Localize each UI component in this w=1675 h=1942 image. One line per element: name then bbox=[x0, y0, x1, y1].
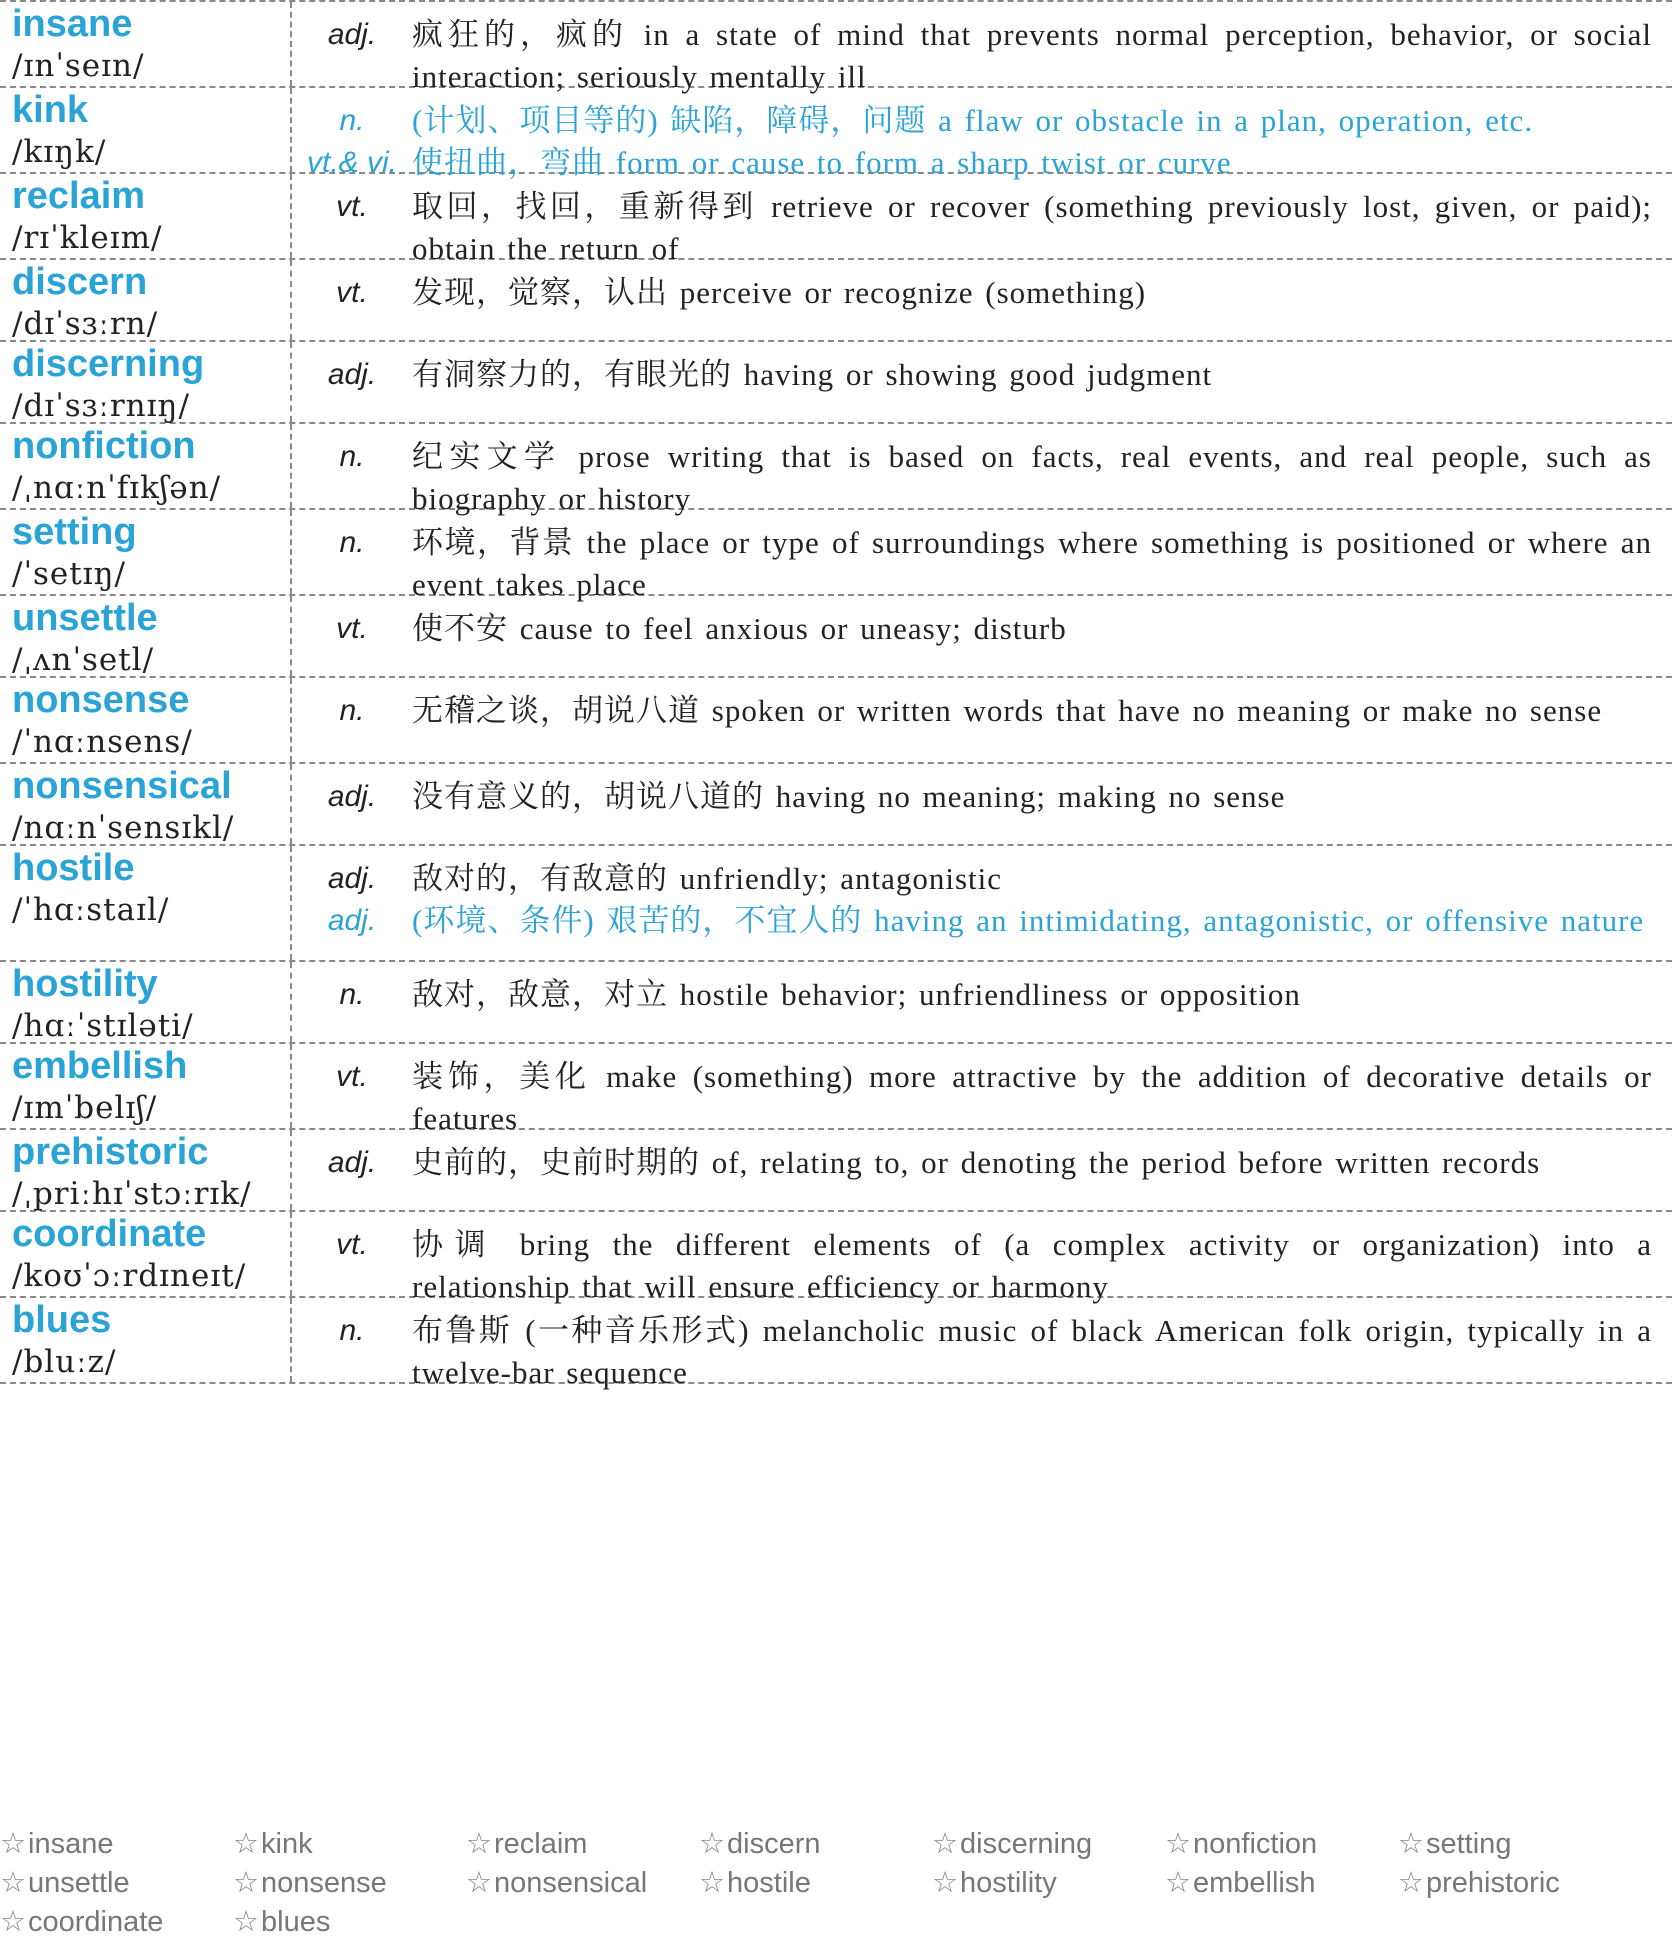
review-word: embellish bbox=[1193, 1867, 1316, 1899]
definition-cell bbox=[292, 1130, 1672, 1210]
star-icon: ☆ bbox=[0, 1867, 26, 1899]
star-icon: ☆ bbox=[932, 1867, 958, 1899]
definition-text: 环境，背景 the place or type of surroundings where something is positioned or where an event takes place bbox=[412, 525, 1652, 602]
entry-row bbox=[0, 1044, 1672, 1136]
definition-text: 使扭曲，弯曲 form or cause to form a sharp twist or curve bbox=[412, 145, 1232, 180]
entry-row bbox=[0, 174, 1672, 266]
sense bbox=[292, 14, 1652, 98]
definition-text: 有洞察力的，有眼光的 having or showing good judgment bbox=[412, 357, 1213, 392]
definition-cell bbox=[292, 1212, 1672, 1304]
review-item bbox=[233, 1903, 466, 1942]
review-item bbox=[233, 1864, 466, 1903]
headword-cell bbox=[0, 424, 292, 508]
definition-text: (环境、条件) 艰苦的，不宜人的 having an intimidating, antagonistic, or offensive nature bbox=[412, 903, 1645, 938]
review-item bbox=[0, 1903, 233, 1942]
definition-text: 布鲁斯 (一种音乐形式) melancholic music of black American folk origin, typically in a twelve-bar sequence bbox=[412, 1313, 1652, 1390]
sense bbox=[292, 354, 1652, 396]
review-word: kink bbox=[261, 1828, 313, 1860]
review-word: discerning bbox=[960, 1828, 1093, 1860]
entry-row bbox=[0, 1130, 1672, 1212]
part-of-speech: n. bbox=[339, 694, 365, 727]
definition-cell bbox=[292, 678, 1672, 762]
star-icon: ☆ bbox=[466, 1828, 492, 1860]
sense bbox=[292, 608, 1652, 650]
review-word: nonsensical bbox=[494, 1867, 648, 1899]
review-item bbox=[932, 1825, 1165, 1864]
review-item bbox=[0, 1864, 233, 1903]
definition-text: 取回，找回，重新得到 retrieve or recover (something previously lost, given, or paid); obtain the return of bbox=[412, 189, 1652, 266]
review-item bbox=[466, 1825, 699, 1864]
entry-row bbox=[0, 510, 1672, 602]
headword-cell bbox=[0, 1212, 292, 1296]
definition-cell bbox=[292, 1044, 1672, 1136]
entry-row bbox=[0, 764, 1672, 846]
part-of-speech: vt. bbox=[336, 612, 368, 645]
headword-cell bbox=[0, 2, 292, 86]
headword: unsettle bbox=[12, 597, 158, 639]
part-of-speech: vt. bbox=[336, 1060, 368, 1093]
review-word: setting bbox=[1426, 1828, 1512, 1860]
phonetic: /ˈhɑːstaɪl/ bbox=[12, 892, 170, 928]
headword: nonsense bbox=[12, 679, 190, 721]
definition-cell bbox=[292, 764, 1672, 844]
definition-cell bbox=[292, 510, 1672, 602]
entry-row bbox=[0, 424, 1672, 516]
definition-cell bbox=[292, 2, 1672, 94]
star-icon: ☆ bbox=[699, 1828, 725, 1860]
phonetic: /ɪmˈbelɪʃ/ bbox=[12, 1090, 158, 1126]
phonetic: /dɪˈsɜːrn/ bbox=[12, 306, 159, 342]
definition-cell bbox=[292, 424, 1672, 516]
sense bbox=[292, 436, 1652, 520]
phonetic: /ˈsetɪŋ/ bbox=[12, 556, 127, 592]
headword: reclaim bbox=[12, 175, 146, 217]
headword-cell bbox=[0, 678, 292, 762]
entry-row bbox=[0, 342, 1672, 424]
phonetic: /kɪŋk/ bbox=[12, 134, 107, 170]
definition-cell bbox=[292, 846, 1672, 960]
headword-cell bbox=[0, 174, 292, 258]
review-word-list bbox=[0, 1825, 1675, 1942]
star-icon: ☆ bbox=[0, 1828, 26, 1860]
headword-cell bbox=[0, 596, 292, 676]
star-icon: ☆ bbox=[1165, 1867, 1191, 1899]
star-icon: ☆ bbox=[233, 1906, 259, 1938]
entry-row bbox=[0, 678, 1672, 764]
star-icon: ☆ bbox=[1398, 1828, 1424, 1860]
review-item bbox=[1398, 1825, 1631, 1864]
phonetic: /koʊˈɔːrdɪneɪt/ bbox=[12, 1258, 247, 1294]
part-of-speech: n. bbox=[339, 440, 365, 473]
review-word: insane bbox=[28, 1828, 114, 1860]
definition-text: 发现，觉察，认出 perceive or recognize (something) bbox=[412, 275, 1147, 310]
entry-row bbox=[0, 260, 1672, 342]
part-of-speech: n. bbox=[339, 1314, 365, 1347]
definition-cell bbox=[292, 1298, 1672, 1390]
sense bbox=[292, 690, 1652, 732]
phonetic: /ˌpriːhɪˈstɔːrɪk/ bbox=[12, 1176, 252, 1212]
review-word: nonsense bbox=[261, 1867, 387, 1899]
phonetic: /ˈnɑːnsens/ bbox=[12, 724, 193, 760]
review-word: prehistoric bbox=[1426, 1867, 1560, 1899]
headword-cell bbox=[0, 260, 292, 340]
part-of-speech: adj. bbox=[327, 1146, 377, 1179]
definition-cell bbox=[292, 342, 1672, 422]
star-icon: ☆ bbox=[233, 1828, 259, 1860]
part-of-speech: adj. bbox=[327, 780, 377, 813]
sense bbox=[292, 858, 1652, 900]
part-of-speech: adj. bbox=[327, 18, 377, 51]
sense bbox=[292, 186, 1652, 270]
part-of-speech: adj. bbox=[327, 358, 377, 391]
review-word: hostility bbox=[960, 1867, 1057, 1899]
definition-text: 无稽之谈，胡说八道 spoken or written words that have no meaning or make no sense bbox=[412, 693, 1603, 728]
headword: discern bbox=[12, 261, 148, 303]
definition-cell bbox=[292, 174, 1672, 266]
star-icon: ☆ bbox=[466, 1867, 492, 1899]
entry-row bbox=[0, 846, 1672, 962]
part-of-speech: n. bbox=[339, 526, 365, 559]
phonetic: /hɑːˈstɪləti/ bbox=[12, 1008, 194, 1044]
headword-cell bbox=[0, 1044, 292, 1128]
review-word: hostile bbox=[727, 1867, 811, 1899]
star-icon: ☆ bbox=[1165, 1828, 1191, 1860]
headword-cell bbox=[0, 846, 292, 960]
definition-text: 敌对，敌意，对立 hostile behavior; unfriendliness or opposition bbox=[412, 977, 1301, 1012]
entry-row bbox=[0, 1298, 1672, 1390]
headword: nonfiction bbox=[12, 425, 196, 467]
phonetic: /rɪˈkleɪm/ bbox=[12, 220, 163, 256]
phonetic: /ˌnɑːnˈfɪkʃən/ bbox=[12, 470, 222, 506]
review-word: nonfiction bbox=[1193, 1828, 1318, 1860]
definition-cell bbox=[292, 962, 1672, 1042]
headword-cell bbox=[0, 764, 292, 844]
star-icon: ☆ bbox=[699, 1867, 725, 1899]
headword-cell bbox=[0, 962, 292, 1042]
definition-text: 史前的，史前时期的 of, relating to, or denoting the period before written records bbox=[412, 1145, 1541, 1180]
headword-cell bbox=[0, 342, 292, 422]
part-of-speech: adj. bbox=[327, 862, 377, 895]
phonetic: /nɑːnˈsensɪkl/ bbox=[12, 810, 235, 846]
headword: nonsensical bbox=[12, 765, 232, 807]
definition-text: 疯狂的，疯的 in a state of mind that prevents normal perception, behavior, or social interaction; seriously mentally ill bbox=[412, 17, 1652, 94]
definition-text: 没有意义的，胡说八道的 having no meaning; making no sense bbox=[412, 779, 1286, 814]
review-item bbox=[466, 1864, 699, 1903]
part-of-speech: n. bbox=[339, 978, 365, 1011]
headword-cell bbox=[0, 1130, 292, 1210]
sense bbox=[292, 100, 1652, 142]
headword-cell bbox=[0, 510, 292, 594]
entry-row bbox=[0, 88, 1672, 180]
entry-row bbox=[0, 1212, 1672, 1304]
headword: kink bbox=[12, 89, 89, 131]
definition-text: 敌对的，有敌意的 unfriendly; antagonistic bbox=[412, 861, 1003, 896]
definition-text: 使不安 cause to feel anxious or uneasy; disturb bbox=[412, 611, 1067, 646]
review-word: discern bbox=[727, 1828, 821, 1860]
part-of-speech: vt. bbox=[336, 190, 368, 223]
headword: hostile bbox=[12, 847, 135, 889]
phonetic: /dɪˈsɜːrnɪŋ/ bbox=[12, 388, 190, 424]
headword: hostility bbox=[12, 963, 158, 1005]
part-of-speech: n. bbox=[339, 104, 365, 137]
definition-text: (计划、项目等的) 缺陷，障碍，问题 a flaw or obstacle in a plan, operation, etc. bbox=[412, 103, 1534, 138]
headword-cell bbox=[0, 88, 292, 172]
headword: coordinate bbox=[12, 1213, 207, 1255]
review-item bbox=[932, 1864, 1165, 1903]
review-word: blues bbox=[261, 1906, 331, 1938]
sense bbox=[292, 974, 1652, 1016]
headword: blues bbox=[12, 1299, 112, 1341]
part-of-speech: vt. bbox=[336, 1228, 368, 1261]
headword: insane bbox=[12, 3, 133, 45]
review-item bbox=[699, 1864, 932, 1903]
definition-text: 纪实文学 prose writing that is based on facts, real events, and real people, such as biography or history bbox=[412, 439, 1652, 516]
headword: prehistoric bbox=[12, 1131, 209, 1173]
review-item bbox=[233, 1825, 466, 1864]
phonetic: /ˌʌnˈsetl/ bbox=[12, 642, 155, 678]
review-item bbox=[1165, 1825, 1398, 1864]
review-word: reclaim bbox=[494, 1828, 588, 1860]
sense bbox=[292, 1142, 1652, 1184]
sense bbox=[292, 1224, 1652, 1308]
part-of-speech: vt. bbox=[336, 276, 368, 309]
review-item bbox=[0, 1825, 233, 1864]
sense bbox=[292, 1056, 1652, 1140]
definition-cell bbox=[292, 596, 1672, 676]
entry-row bbox=[0, 2, 1672, 94]
sense bbox=[292, 776, 1652, 818]
part-of-speech: vt.& vi. bbox=[306, 146, 397, 179]
sense bbox=[292, 272, 1652, 314]
review-word: unsettle bbox=[28, 1867, 130, 1899]
headword: setting bbox=[12, 511, 137, 553]
sense bbox=[292, 1310, 1652, 1394]
definition-text: 协调 bring the different elements of (a complex activity or organization) into a relationship that will ensure efficiency or harmony bbox=[412, 1227, 1652, 1304]
headword: embellish bbox=[12, 1045, 188, 1087]
star-icon: ☆ bbox=[233, 1867, 259, 1899]
definition-cell bbox=[292, 260, 1672, 340]
entry-row bbox=[0, 962, 1672, 1044]
definition-cell bbox=[292, 88, 1672, 180]
phonetic: /ɪnˈseɪn/ bbox=[12, 48, 145, 84]
star-icon: ☆ bbox=[1398, 1867, 1424, 1899]
review-word: coordinate bbox=[28, 1906, 164, 1938]
star-icon: ☆ bbox=[0, 1906, 26, 1938]
review-item bbox=[1398, 1864, 1631, 1903]
phonetic: /bluːz/ bbox=[12, 1344, 117, 1380]
headword: discerning bbox=[12, 343, 205, 385]
review-item bbox=[1165, 1864, 1398, 1903]
entry-row bbox=[0, 596, 1672, 678]
sense bbox=[292, 522, 1652, 606]
headword-cell bbox=[0, 1298, 292, 1382]
definition-text: 装饰，美化 make (something) more attractive by the addition of decorative details or features bbox=[412, 1059, 1652, 1136]
sense bbox=[292, 900, 1652, 942]
part-of-speech: adj. bbox=[327, 904, 377, 937]
star-icon: ☆ bbox=[932, 1828, 958, 1860]
review-item bbox=[699, 1825, 932, 1864]
